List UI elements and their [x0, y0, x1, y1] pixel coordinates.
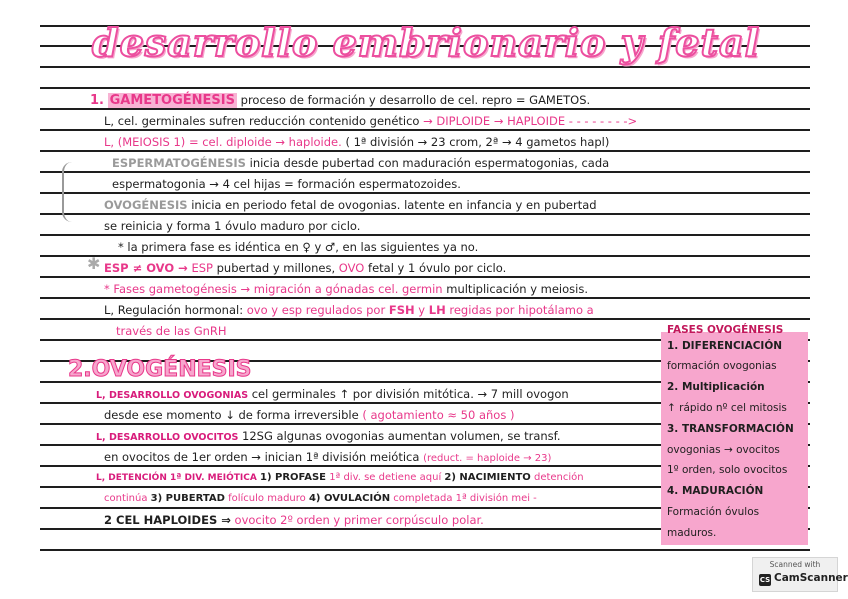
- sidebox-step-1-text: formación ovogonias: [667, 360, 777, 372]
- espermatogenesis-text: inicia desde pubertad con maduración espermatogonias, cada: [249, 156, 610, 170]
- section-2-line-b2: [104, 450, 551, 466]
- ruled-line: [40, 192, 810, 194]
- profase-label: 1) PROFASE: [260, 472, 326, 483]
- scanned-with-text: Scanned with: [769, 560, 821, 569]
- ovocitos-text: 12SG algunas ovogonias aumentan volumen, se transf.: [242, 429, 561, 443]
- regulacion-label: L, Regulación hormonal:: [104, 303, 244, 317]
- sidebox-step-2-text: ↑ rápido nº cel mitosis: [667, 402, 787, 414]
- camscanner-watermark: [752, 557, 848, 592]
- ruled-line: [40, 297, 810, 299]
- section-2-heading: 2.OVOGÉNESIS: [68, 357, 252, 382]
- ovo-label: OVO: [338, 261, 365, 275]
- ovulacion-text: completada 1ª división mei -: [393, 493, 537, 504]
- sidebox-title: FASES OVOGÉNESIS: [667, 324, 784, 336]
- ruled-line: [40, 276, 810, 278]
- page-title: desarrollo embrionario y fetal: [92, 20, 761, 65]
- ruled-line: [40, 150, 810, 152]
- section-2-line-a2: [104, 408, 514, 422]
- haploides-label: 2 CEL HAPLOIDES ⇒: [104, 513, 231, 527]
- desarrollo-ovogonias-label: L, DESARROLLO OVOGONIAS: [96, 390, 249, 401]
- meiosis-divisions: ( 1ª división → 23 crom, 2ª → 4 gametos hapl): [345, 135, 610, 149]
- pubertad-label: 3) PUBERTAD: [150, 493, 225, 504]
- camscanner-logo-icon: CS: [759, 576, 771, 584]
- nacimiento-label: 2) NACIMIENTO: [444, 472, 531, 483]
- section-2-line-b: [96, 429, 561, 445]
- desarrollo-ovocitos-label: L, DESARROLLO OVOCITOS: [96, 432, 239, 443]
- section-1-line-1: [90, 93, 590, 108]
- ruled-line: [40, 234, 810, 236]
- star-icon: ✱: [87, 254, 101, 273]
- section-2-line-c3: [104, 513, 484, 527]
- gametogenesis-definition: proceso de formación y desarrollo de cel. repro = GAMETOS.: [240, 93, 591, 107]
- esp-text: pubertad y millones,: [216, 261, 336, 275]
- migracion-text: a gónadas cel. germin: [314, 282, 443, 296]
- diploid-haploid-arrow: → DIPLOIDE → HAPLOIDE - - - - - - - ->: [423, 114, 638, 128]
- continua-text: continúa: [104, 493, 148, 504]
- section-1-line-8: * la primera fase es idéntica en ♀ y ♂, en las siguientes ya no.: [118, 240, 479, 254]
- sidebox-step-3-text-a: ovogonias → ovocitos: [667, 444, 780, 456]
- ruled-line: [40, 318, 810, 320]
- section-1-line-5: espermatogonia → 4 cel hijas = formación espermatozoides.: [112, 177, 461, 191]
- irreversible-text: desde ese momento ↓ de forma irreversible: [104, 408, 359, 422]
- sidebox-step-2-heading: 2. Multiplicación: [667, 381, 765, 393]
- espermatogenesis-heading: ESPERMATOGÉNESIS: [112, 156, 246, 170]
- sidebox-step-3-text-b: 1º orden, solo ovocitos: [667, 464, 788, 476]
- sidebox-step-1-heading: 1. DIFERENCIACIÓN: [667, 340, 783, 352]
- agotamiento-text: ( agotamiento ≈ 50 años ): [362, 408, 515, 422]
- ruled-line: [40, 549, 810, 551]
- nacimiento-text: detención: [533, 472, 584, 483]
- regulados-text: ovo y esp regulados por: [246, 303, 386, 317]
- section-2-line-a: [96, 387, 569, 403]
- section-1-number: 1.: [90, 93, 104, 108]
- ruled-line: [40, 213, 810, 215]
- ruled-line: [40, 171, 810, 173]
- profase-text: 1ª div. se detiene aquí: [329, 472, 442, 483]
- ovulacion-label: 4) OVULACIÓN: [308, 493, 391, 504]
- section-1-line-3: [104, 135, 609, 149]
- ruled-line: [40, 108, 810, 110]
- reduction-text: L, cel. germinales sufren reducción contenido genético: [104, 114, 420, 128]
- section-2-line-c: [96, 471, 584, 485]
- detencion-label: L, DETENCIÓN 1ª DIV. MEIÓTICA: [96, 473, 257, 483]
- margin-bracket: [62, 162, 80, 222]
- section-1-line-2: [104, 114, 637, 128]
- section-1-line-11: [104, 303, 594, 317]
- and-text: y: [418, 303, 426, 317]
- ruled-line: [40, 66, 810, 68]
- section-1-line-9: [104, 261, 506, 275]
- sidebox-step-4-text-a: Formación óvulos: [667, 506, 760, 518]
- meiosis-text: L, (MEIOSIS 1) = cel. diploide → haploide.: [104, 135, 342, 149]
- section-1-line-10: [104, 282, 588, 296]
- fases-ovogenesis-box: [661, 324, 808, 545]
- section-2-line-c2: [104, 492, 537, 506]
- section-1-heading: GAMETOGÉNESIS: [109, 93, 235, 108]
- section-1-line-6: [104, 198, 597, 212]
- fsh-label: FSH: [388, 303, 415, 317]
- primer-orden-text: en ovocitos de 1er orden → inician 1ª división meiótica: [104, 450, 420, 464]
- lh-label: LH: [428, 303, 446, 317]
- corpusculo-text: ovocito 2º orden y primer corpúsculo polar.: [234, 513, 484, 527]
- reduct-text: (reduct. = haploide → 23): [423, 453, 552, 464]
- sidebox-step-3-heading: 3. TRANSFORMACIÓN: [667, 423, 794, 435]
- section-1-line-7: se reinicia y forma 1 óvulo maduro por ciclo.: [104, 219, 361, 233]
- ruled-line: [40, 255, 810, 257]
- multiplicacion-text: multiplicación y meiosis.: [446, 282, 589, 296]
- sidebox-step-4-heading: 4. MADURACIÓN: [667, 485, 764, 497]
- fases-text: * Fases gametogénesis → migración: [104, 282, 312, 296]
- section-1-line-4: [112, 156, 609, 170]
- esp-label: ESP: [191, 261, 213, 275]
- ovogenesis-subheading: OVOGÉNESIS: [104, 198, 188, 212]
- ovogenesis-text: inicia en periodo fetal de ovogonias. latente en infancia y en pubertad: [191, 198, 597, 212]
- section-1-line-12: través de las GnRH: [116, 324, 227, 338]
- foliculo-text: folículo maduro: [228, 493, 306, 504]
- ruled-line: [40, 87, 810, 89]
- ruled-line: [40, 129, 810, 131]
- ovo-text: fetal y 1 óvulo por ciclo.: [368, 261, 507, 275]
- esp-vs-ovo: ESP ≠ OVO →: [104, 261, 188, 275]
- regidas-text: regidas por hipotálamo a: [449, 303, 594, 317]
- camscanner-brand: CamScanner: [774, 572, 848, 584]
- sidebox-step-4-text-b: maduros.: [667, 527, 717, 539]
- ovogonias-text: cel germinales ↑ por división mitótica. → 7 mill ovogon: [251, 387, 569, 401]
